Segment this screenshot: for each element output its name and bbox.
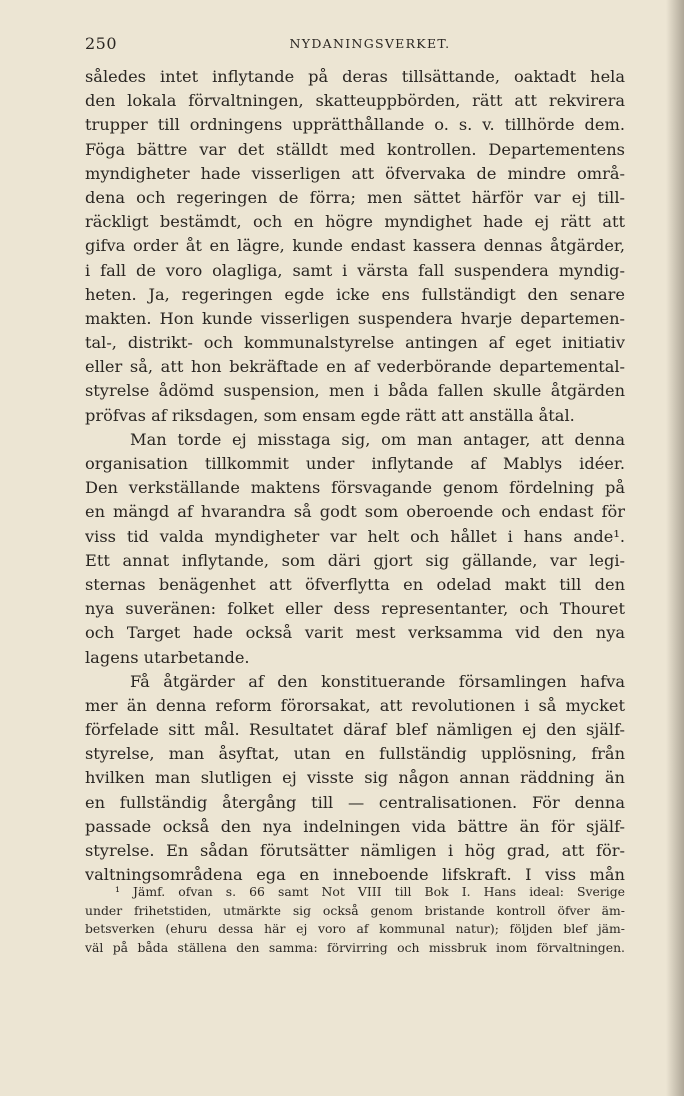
page-number: 250 [85,34,118,53]
text-line: styrelse ådömd suspension, men i båda fallen skulle åtgärden [85,381,625,401]
text-line: sternas benägenhet att öfverflytta en odelad makt till den [85,574,625,594]
text-line: Föga bättre var det ställdt med kontrollen. Departementens [85,139,625,159]
page-header [85,34,625,58]
text-line: den lokala förvaltningen, skatteuppbörden, rätt att rekvirera [85,91,625,111]
footnote-line: betsverken (ehuru dessa här ej voro af kommunal natur); följden blef jäm- [85,921,625,936]
text-line: hvilken man slutligen ej visste sig någon annan räddning än [85,768,625,788]
text-line: styrelse. En sådan förutsätter nämligen i hög grad, att för- [85,841,625,860]
footnote-line: väl på båda ställena den samma: förvirring och missbruk inom förvaltningen. [85,939,625,955]
text-line: passade också den nya indelningen vida bättre än för själf- [85,816,625,836]
text-line: och Target hade också varit mest verksamma vid den nya [85,623,625,643]
text-line: viss tid valda myndigheter var helt och hållet i hans ande¹. [85,526,625,546]
text-line: räckligt bestämdt, och en högre myndighet hade ej rätt att [85,212,625,232]
text-line: mer än denna reform förorsakat, att revolutionen i så mycket [85,695,625,715]
text-line: en fullständig återgång till — centralisationen. För denna [85,792,625,812]
text-line: valtningsområdena ega en inneboende lifskraft. I viss mån [85,865,625,885]
footnote-line: under frihetstiden, utmärkte sig också genom bristande kontroll öfver äm- [85,902,625,918]
text-line: makten. Hon kunde visserligen suspendera hvarje departemen- [85,308,625,328]
text-line: Den verkställande maktens försvagande genom fördelning på [85,478,625,498]
running-head: NYDANINGSVERKET. [289,36,451,51]
text-line: trupper till ordningens upprätthållande o. s. v. tillhörde dem. [85,115,625,135]
page-edge-shadow [666,0,684,1096]
footnote-line: ¹ Jämf. ofvan s. 66 samt Not VIII till Bok I. Hans ideal: Sverige [115,884,625,899]
body-text [85,65,625,887]
text-line: en mängd af hvarandra så godt som oberoende och endast för [85,502,625,522]
text-line: nya suveränen: folket eller dess representanter, och Thouret [85,599,625,619]
text-line: styrelse, man åsyftat, utan en fullständig upplösning, från [85,744,625,764]
text-line: Man torde ej misstaga sig, om man antager, att denna [130,429,625,449]
text-line: organisation tillkommit under inflytande af Mablys idéer. [85,454,625,473]
text-line: eller så, att hon bekräftade en af vederbörande departemental- [85,357,625,377]
text-line: Ett annat inflytande, som däri gjort sig gällande, var legi- [85,550,625,570]
text-line: tal-, distrikt- och kommunalstyrelse antingen af eget initiativ [85,333,625,353]
text-line: förfelade sitt mål. Resultatet däraf blef nämligen ej den själf- [85,720,625,740]
text-line: lagens utarbetande. [85,647,250,667]
text-line: gifva order åt en lägre, kunde endast kassera dennas åtgärder, [85,236,625,256]
text-line: dena och regeringen de förra; men sättet härför var ej till- [85,187,625,207]
text-line: således intet inflytande på deras tillsättande, oaktadt hela [85,67,625,86]
text-line: heten. Ja, regeringen egde icke ens fullständigt den senare [85,284,625,304]
footnotes [85,883,625,957]
text-line: myndigheter hade visserligen att öfvervaka de mindre områ- [85,163,625,183]
text-line: pröfvas af riksdagen, som ensam egde rätt att anställa åtal. [85,405,575,425]
text-line: Få åtgärder af den konstituerande församlingen hafva [130,671,625,691]
text-line: i fall de voro olagliga, samt i värsta fall suspendera myndig- [85,260,625,280]
